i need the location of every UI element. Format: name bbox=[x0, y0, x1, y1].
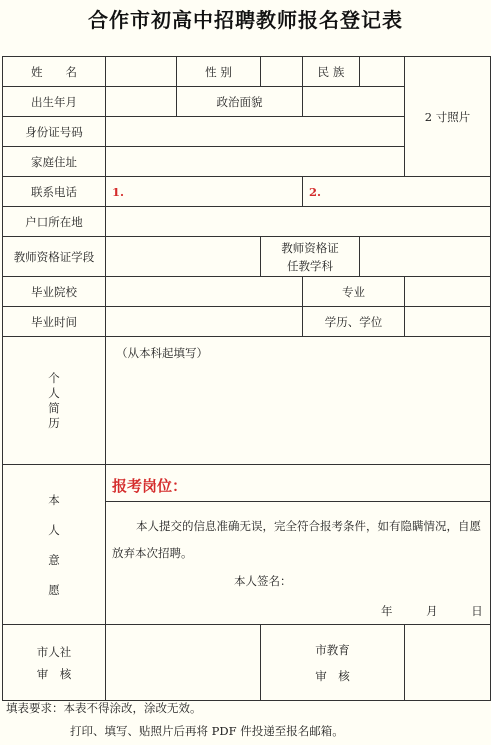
cert-subject-label-line1: 教师资格证 bbox=[281, 240, 339, 255]
form-title: 合作市初高中招聘教师报名登记表 bbox=[88, 8, 403, 32]
date-label: 年 月 日 bbox=[381, 604, 483, 618]
hr-review-field[interactable] bbox=[106, 625, 261, 701]
registration-form bbox=[2, 56, 491, 701]
name-label: 姓 名 bbox=[3, 57, 106, 87]
hukou-field[interactable] bbox=[106, 207, 491, 237]
birth-field[interactable] bbox=[106, 87, 177, 117]
hr-review-label-2: 审 核 bbox=[36, 666, 72, 681]
grad-time-label: 毕业时间 bbox=[3, 307, 106, 337]
gender-field[interactable] bbox=[261, 57, 303, 87]
major-label: 专业 bbox=[303, 277, 405, 307]
school-field[interactable] bbox=[106, 277, 303, 307]
resume-label-2: 人 bbox=[48, 385, 60, 400]
intent-label bbox=[3, 465, 106, 625]
intent-label-3: 意 bbox=[48, 552, 60, 567]
submit-instructions: 打印、填写、贴照片后再将 PDF 件投递至报名邮箱。 bbox=[70, 724, 344, 738]
edu-review-label-2: 审 核 bbox=[315, 668, 350, 683]
ethnicity-label: 民 族 bbox=[303, 57, 360, 87]
edu-review-label-1: 市教育 bbox=[315, 642, 350, 657]
intent-label-1: 本 bbox=[48, 492, 60, 507]
intent-divider bbox=[106, 501, 490, 502]
address-label: 家庭住址 bbox=[3, 147, 106, 177]
phone-2-field[interactable]: 2. bbox=[303, 177, 491, 207]
intent-label-4: 愿 bbox=[48, 582, 60, 597]
resume-label-1: 个 bbox=[48, 370, 60, 385]
political-field[interactable] bbox=[303, 87, 405, 117]
hr-review-label bbox=[3, 625, 106, 701]
cert-subject-label-line2: 任教学科 bbox=[287, 258, 333, 273]
cert-level-label: 教师资格证学段 bbox=[3, 237, 106, 277]
grad-time-field[interactable] bbox=[106, 307, 303, 337]
major-field[interactable] bbox=[405, 277, 491, 307]
resume-label-4: 历 bbox=[48, 415, 60, 430]
phone-label: 联系电话 bbox=[3, 177, 106, 207]
cert-subject-field[interactable] bbox=[360, 237, 491, 277]
intent-field[interactable] bbox=[106, 465, 491, 625]
degree-label: 学历、学位 bbox=[303, 307, 405, 337]
political-label: 政治面貌 bbox=[177, 87, 303, 117]
intent-label-2: 人 bbox=[48, 522, 60, 537]
phone-1-field[interactable]: 1. bbox=[106, 177, 303, 207]
photo-box[interactable]: 2 寸照片 bbox=[405, 57, 491, 177]
hukou-label: 户口所在地 bbox=[3, 207, 106, 237]
cert-level-field[interactable] bbox=[106, 237, 261, 277]
hr-review-label-1: 市人社 bbox=[36, 644, 72, 659]
edu-review-label bbox=[261, 625, 405, 701]
address-field[interactable] bbox=[106, 147, 405, 177]
declaration-text: 本人提交的信息准确无误，完全符合报考条件，如有隐瞒情况，自愿放弃本次招聘。 bbox=[112, 519, 481, 560]
birth-label: 出生年月 bbox=[3, 87, 106, 117]
cert-subject-label bbox=[261, 237, 360, 277]
signature-label: 本人签名： bbox=[234, 574, 292, 588]
resume-label-3: 简 bbox=[48, 400, 60, 415]
fill-instructions: 填表要求：本表不得涂改，涂改无效。 bbox=[6, 701, 202, 715]
ethnicity-field[interactable] bbox=[360, 57, 405, 87]
school-label: 毕业院校 bbox=[3, 277, 106, 307]
position-heading: 报考岗位： bbox=[112, 477, 188, 495]
gender-label: 性 别 bbox=[177, 57, 261, 87]
name-field[interactable] bbox=[106, 57, 177, 87]
resume-hint: （从本科起填写） bbox=[116, 346, 208, 360]
edu-review-field[interactable] bbox=[405, 625, 491, 701]
resume-field[interactable] bbox=[106, 337, 491, 465]
resume-label bbox=[3, 337, 106, 465]
id-label: 身份证号码 bbox=[3, 117, 106, 147]
id-field[interactable] bbox=[106, 117, 405, 147]
degree-field[interactable] bbox=[405, 307, 491, 337]
